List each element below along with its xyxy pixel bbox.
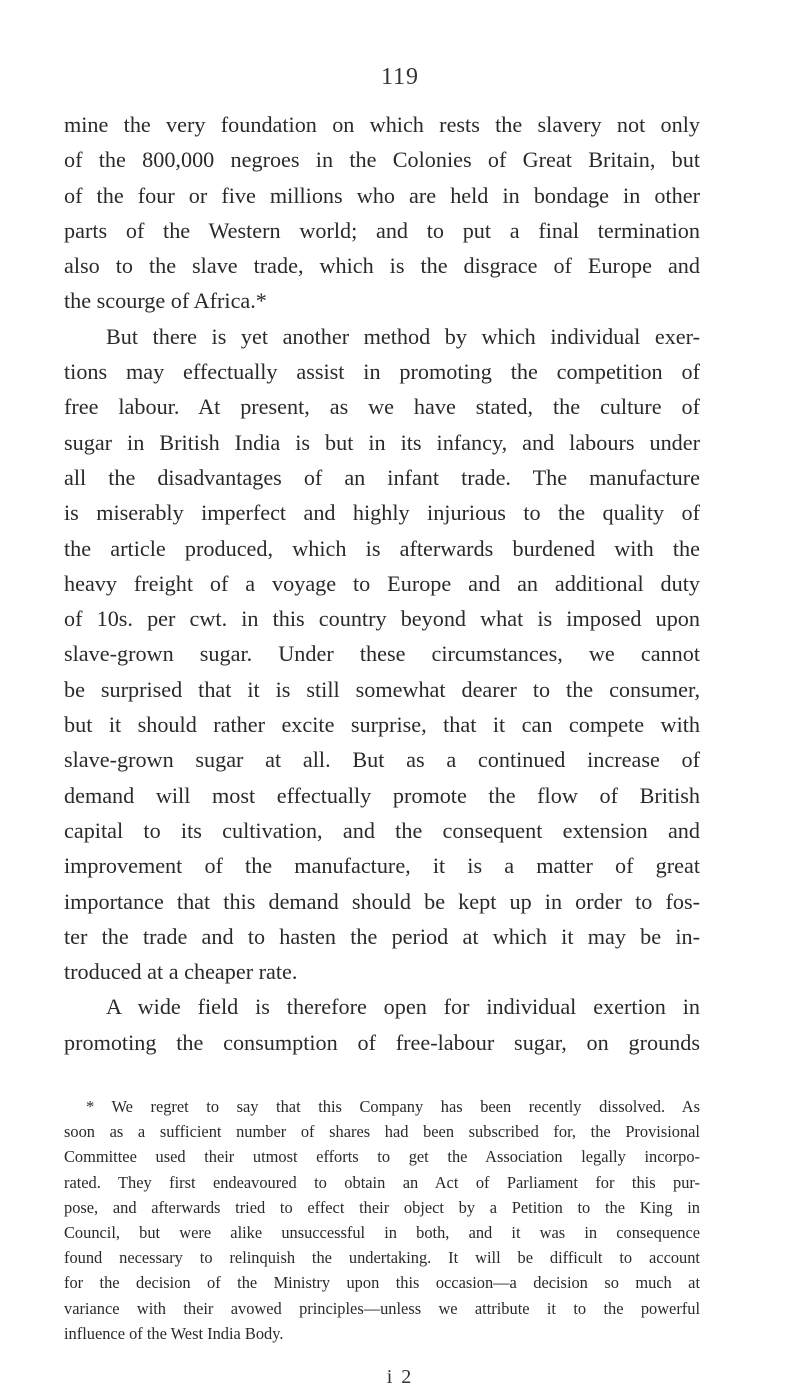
text-line: mine the very foundation on which rests the slavery not only xyxy=(64,112,700,137)
text-line: troduced at a cheaper rate. xyxy=(64,959,298,985)
text-line: all the disadvantages of an infant trade. The manufacture xyxy=(64,464,700,490)
text-line: sugar in British India is but in its infancy, and labours under xyxy=(64,429,700,455)
text-line: be surprised that it is still somewhat dearer to the consumer, xyxy=(64,676,700,702)
footnote-line: variance with their avowed principles—unless we attribute it to the powerful xyxy=(64,1298,700,1318)
text-line: free labour. At present, as we have stated, the culture of xyxy=(64,394,700,420)
text-line: heavy freight of a voyage to Europe and an additional duty xyxy=(64,570,700,596)
text-line: importance that this demand should be kept up in order to fos- xyxy=(64,888,700,914)
text-line: but it should rather excite surprise, that it can compete with xyxy=(64,712,700,738)
footnote-line: rated. They first endeavoured to obtain an Act of Parliament for this pur- xyxy=(64,1172,700,1192)
text-line: of the 800,000 negroes in the Colonies of Great Britain, but xyxy=(64,147,700,173)
text-line: the scourge of Africa.* xyxy=(64,288,267,314)
text-line: improvement of the manufacture, it is a matter of great xyxy=(64,853,700,879)
text-line: demand will most effectually promote the flow of British xyxy=(64,782,700,808)
footnote xyxy=(64,1094,700,1346)
text-line: But there is yet another method by which individual exer- xyxy=(106,323,700,349)
text-line: tions may effectually assist in promoting the competition of xyxy=(64,359,700,385)
footnote-line: for the decision of the Ministry upon this occasion—a decision so much at xyxy=(64,1273,700,1293)
footnote-line: * We regret to say that this Company has been recently dissolved. As xyxy=(86,1097,700,1116)
text-line: capital to its cultivation, and the consequent extension and xyxy=(64,817,700,843)
text-line: promoting the consumption of free-labour sugar, on grounds xyxy=(64,1029,700,1055)
footnote-line: influence of the West India Body. xyxy=(64,1323,284,1343)
page-number: 119 xyxy=(380,64,420,90)
text-line: slave-grown sugar at all. But as a continued increase of xyxy=(64,747,700,773)
text-line: is miserably imperfect and highly injurious to the quality of xyxy=(64,500,700,526)
signature-mark: i 2 xyxy=(386,1366,414,1388)
text-line: the article produced, which is afterwards burdened with the xyxy=(64,535,700,561)
text-line: of 10s. per cwt. in this country beyond what is imposed upon xyxy=(64,606,700,632)
text-line: slave-grown sugar. Under these circumstances, we cannot xyxy=(64,641,700,667)
footnote-line: pose, and afterwards tried to effect their object by a Petition to the King in xyxy=(64,1197,700,1217)
footnote-line: found necessary to relinquish the undertaking. It will be difficult to account xyxy=(64,1248,700,1268)
text-line: ter the trade and to hasten the period at which it may be in- xyxy=(64,923,700,949)
text-line: also to the slave trade, which is the disgrace of Europe and xyxy=(64,253,700,279)
text-line: parts of the Western world; and to put a final termination xyxy=(64,217,700,243)
text-line: of the four or five millions who are held in bondage in other xyxy=(64,182,700,208)
body-text xyxy=(64,107,700,1060)
text-line: A wide field is therefore open for individual exertion in xyxy=(106,994,700,1020)
footnote-line: Committee used their utmost efforts to get the Association legally incorpo- xyxy=(64,1147,700,1167)
footnote-line: Council, but were alike unsuccessful in both, and it was in consequence xyxy=(64,1222,700,1242)
footnote-line: soon as a sufficient number of shares had been subscribed for, the Provisional xyxy=(64,1122,700,1142)
